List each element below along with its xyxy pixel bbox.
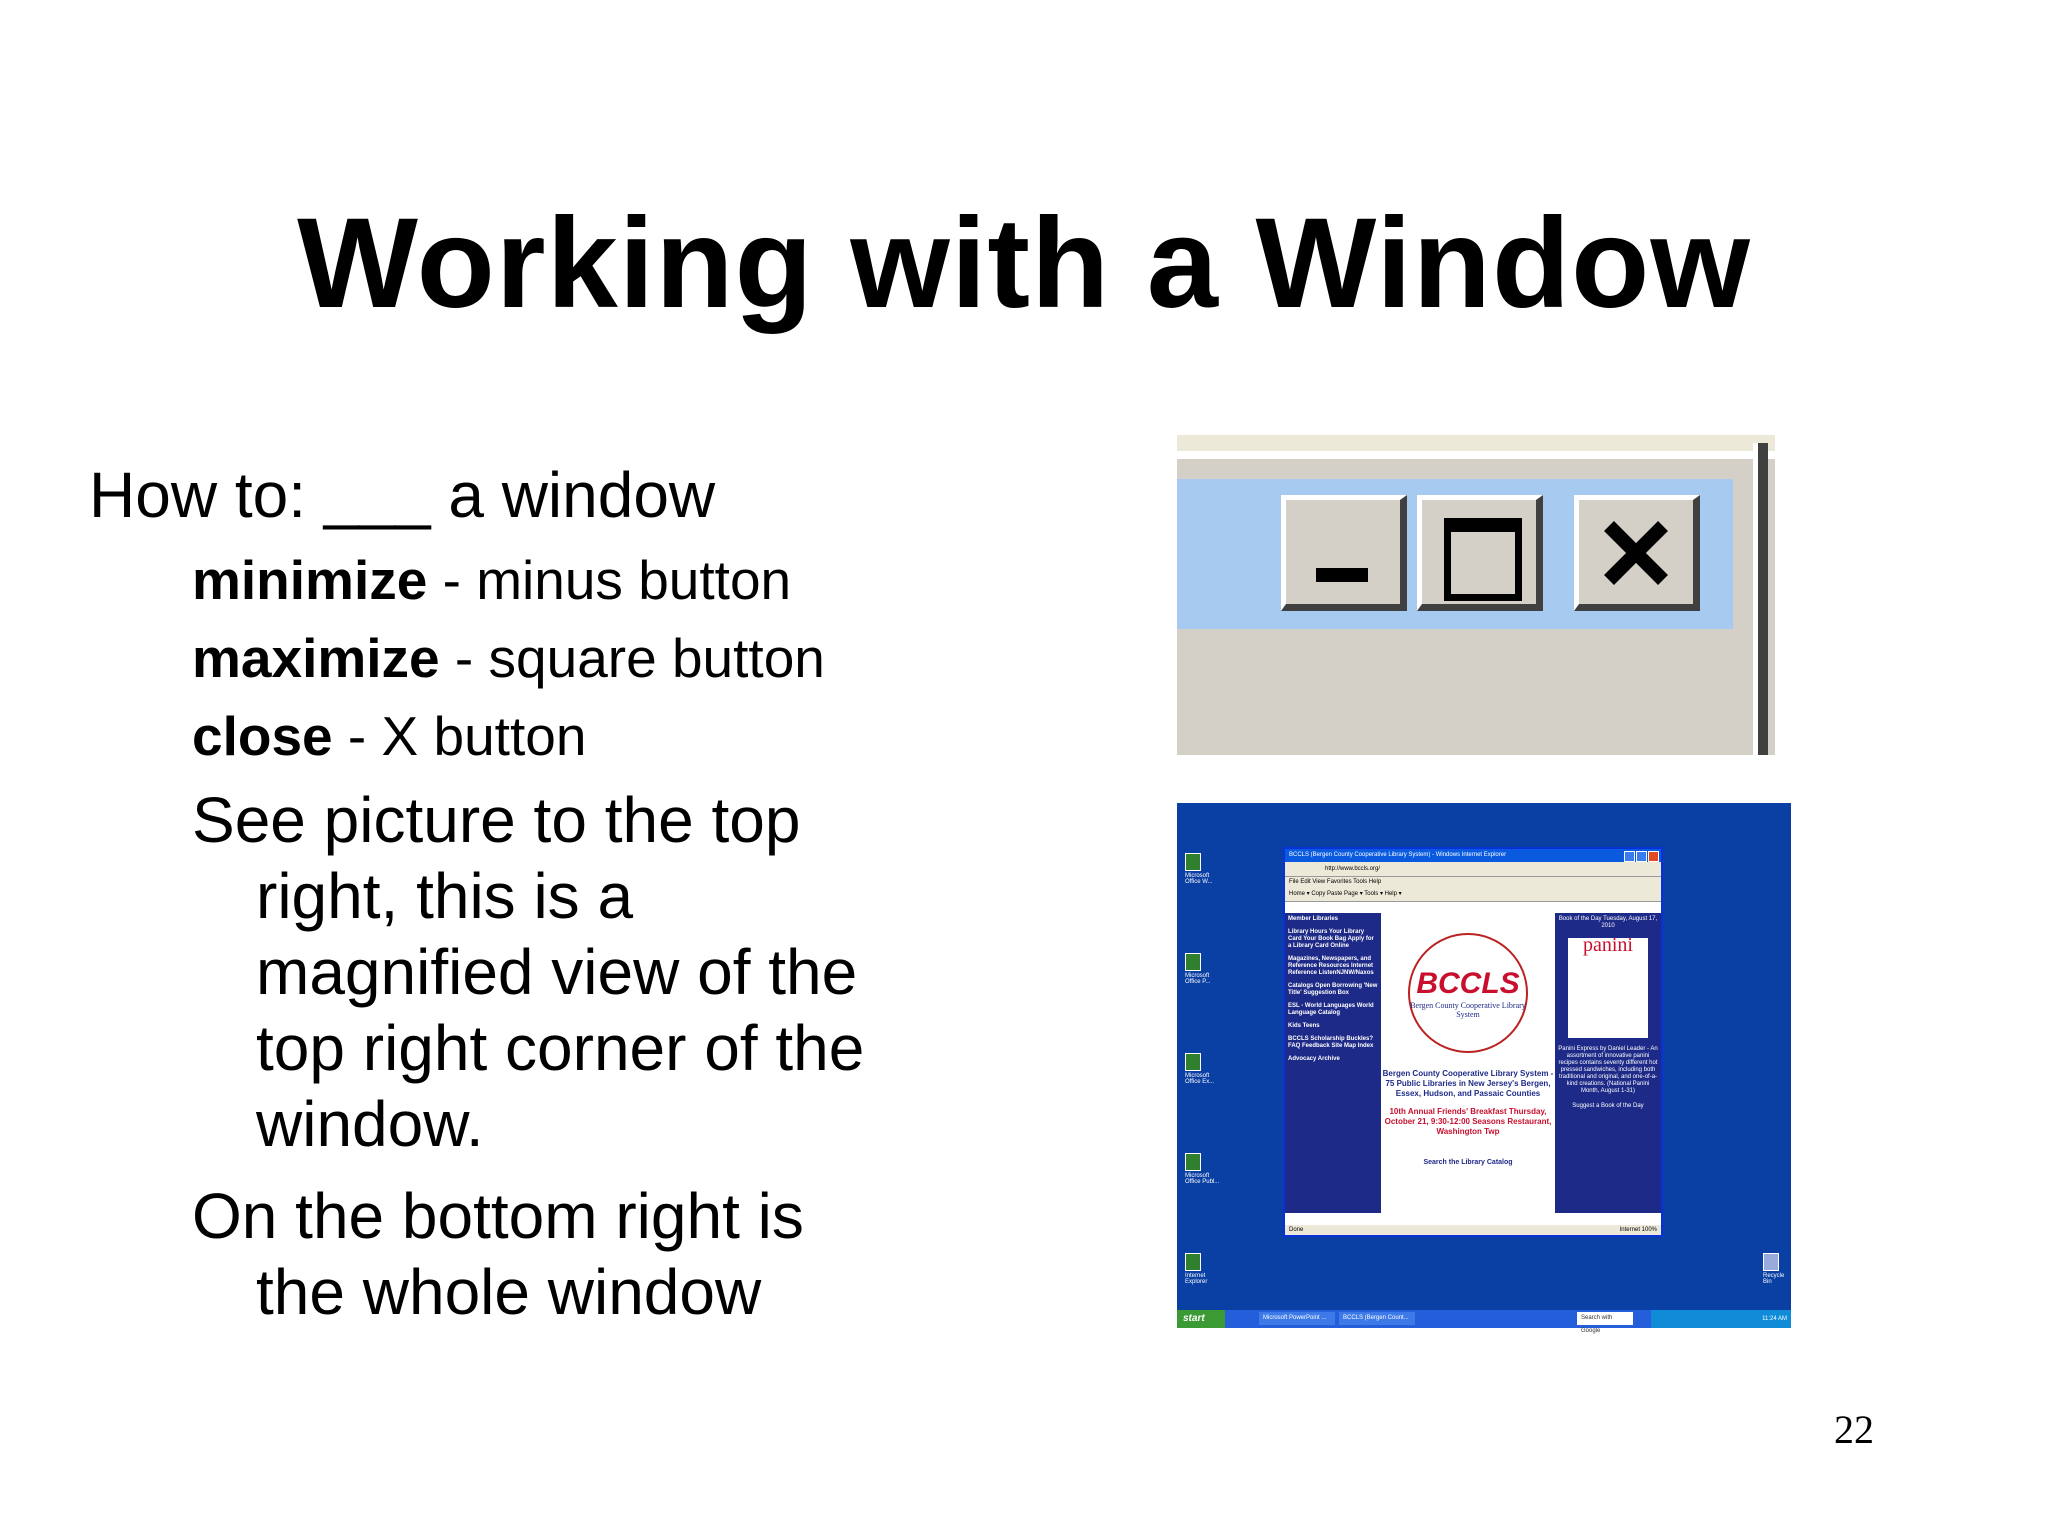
bccls-logo (1408, 933, 1528, 1053)
intro-text: Bergen County Cooperative Library System - 75 Public Libraries in New Jersey's Bergen, Essex, Hudson, and Passaic Counties (1382, 1069, 1554, 1098)
browser-status-bar (1285, 1225, 1661, 1235)
titlebar-top-band (1177, 435, 1775, 451)
browser-titlebar (1285, 849, 1661, 862)
close-button[interactable] (1574, 495, 1700, 611)
para1-line: See picture to the top (192, 784, 801, 856)
nav-link[interactable]: Advocacy Archive (1288, 1056, 1340, 1062)
nav-link[interactable]: Catalogs Open Borrowing 'New Title' Suggestion Box (1288, 983, 1378, 996)
maximize-desc: - square button (439, 627, 825, 689)
window-edge (1758, 443, 1768, 755)
browser-menu-bar[interactable]: File Edit View Favorites Tools Help (1285, 877, 1661, 887)
browser-minimize-button[interactable] (1624, 851, 1635, 862)
para1-line: window. (256, 1088, 484, 1160)
start-button[interactable]: start (1177, 1310, 1225, 1328)
browser-toolbar[interactable]: Home ▾ Copy Paste Page ▾ Tools ▾ Help ▾ (1285, 887, 1661, 902)
internet-explorer-icon (1185, 1253, 1201, 1271)
paragraph-bottom-right (192, 1178, 952, 1330)
book-cover[interactable]: panini (1568, 938, 1648, 1038)
logo-text: BCCLS (1416, 967, 1520, 1000)
clock: 11:24 AM (1762, 1316, 1787, 1322)
catalog-search-link[interactable]: Search the Library Catalog (1423, 1159, 1513, 1166)
browser-close-button[interactable] (1648, 851, 1659, 862)
nav-link[interactable]: Library Hours Your Library Card Your Book Bag Apply for a Library Card Online (1288, 929, 1374, 949)
close-desc: - X button (332, 705, 587, 767)
minimize-icon (1316, 568, 1368, 582)
page-number: 22 (1834, 1407, 1874, 1452)
main-column (1381, 913, 1555, 1213)
nav-link[interactable]: Kids Teens (1288, 1023, 1320, 1029)
minimize-button[interactable] (1281, 495, 1407, 611)
minimize-item (192, 548, 791, 612)
desktop-icon[interactable]: Microsoft Office W... (1185, 853, 1225, 885)
para1-line: magnified view of the (256, 936, 858, 1008)
browser-window (1283, 847, 1663, 1237)
left-nav (1285, 913, 1381, 1213)
status-right: Internet 100% (1619, 1227, 1657, 1233)
address-bar[interactable]: http://www.bccls.org/ (1285, 862, 1661, 877)
browser-title: BCCLS (Bergen County Cooperative Library System) - Windows Internet Explorer (1289, 852, 1507, 858)
suggest-book-link[interactable]: Suggest a Book of the Day (1572, 1103, 1644, 1109)
titlebar-highlight (1177, 451, 1775, 459)
taskbar-item[interactable]: BCCLS (Bergen Count... (1339, 1312, 1415, 1325)
publisher-icon (1185, 1153, 1201, 1171)
excel-icon (1185, 1053, 1201, 1071)
taskbar (1177, 1310, 1791, 1334)
system-tray (1651, 1310, 1791, 1328)
minimize-desc: - minus button (427, 549, 792, 611)
desktop-icon[interactable]: Microsoft Office Publ... (1185, 1153, 1225, 1185)
how-to-heading: How to: ___ a window (89, 459, 716, 531)
taskbar-item[interactable]: Microsoft PowerPoint ... (1259, 1312, 1335, 1325)
maximize-icon (1444, 518, 1522, 601)
nav-link[interactable]: Magazines, Newspapers, and Reference Resources Internet Reference ListenNJNW/Naxos (1288, 956, 1374, 976)
para1-line: right, this is a (256, 860, 634, 932)
recycle-bin[interactable]: Recycle Bin (1763, 1253, 1789, 1285)
slide-title: Working with a Window (297, 192, 1751, 335)
desktop-icon[interactable]: Microsoft Office P... (1185, 953, 1225, 985)
book-of-day-heading: Book of the Day Tuesday, August 17, 2010 (1558, 916, 1658, 929)
para2-line: On the bottom right is (192, 1180, 804, 1252)
word-icon (1185, 853, 1201, 871)
event-text[interactable]: 10th Annual Friends' Breakfast Thursday, October 21, 9:30-12:00 Seasons Restaurant, Washington Twp (1384, 1107, 1552, 1136)
recycle-bin-icon (1763, 1253, 1779, 1271)
maximize-item (192, 626, 825, 690)
google-search-box[interactable]: Search with Google (1577, 1312, 1633, 1325)
paragraph-top-right (192, 782, 952, 1162)
powerpoint-icon (1185, 953, 1201, 971)
maximize-button[interactable] (1417, 495, 1543, 611)
nav-link[interactable]: Member Libraries (1288, 916, 1339, 922)
book-description: Panini Express by Daniel Leader - An assortment of innovative panini recipes contains seventy different hot pressed sandwiches, including both traditional and original, and one-of-a-kind creations. (National Panini Month, August 1-31) (1558, 1046, 1658, 1094)
web-page (1285, 913, 1661, 1213)
desktop-icon[interactable]: Microsoft Office Ex... (1185, 1053, 1225, 1085)
nav-link[interactable]: ESL - World Languages World Language Catalog (1288, 1003, 1374, 1016)
close-item (192, 704, 586, 768)
nav-link[interactable]: BCCLS Scholarship Buckles? FAQ Feedback Site Map Index (1288, 1036, 1374, 1049)
close-term: close (192, 705, 333, 767)
browser-maximize-button[interactable] (1636, 851, 1647, 862)
logo-subtext: Bergen County Cooperative Library System (1410, 1001, 1526, 1019)
status-left: Done (1289, 1227, 1304, 1233)
maximize-term: maximize (192, 627, 440, 689)
para1-line: top right corner of the (256, 1012, 865, 1084)
magnified-titlebar-image (1177, 435, 1775, 755)
para2-line: the whole window (256, 1256, 762, 1328)
close-icon (1579, 500, 1693, 604)
right-column (1555, 913, 1661, 1213)
minimize-term: minimize (192, 549, 428, 611)
desktop-screenshot (1177, 803, 1791, 1334)
desktop-icon[interactable]: Internet Explorer (1185, 1253, 1225, 1285)
